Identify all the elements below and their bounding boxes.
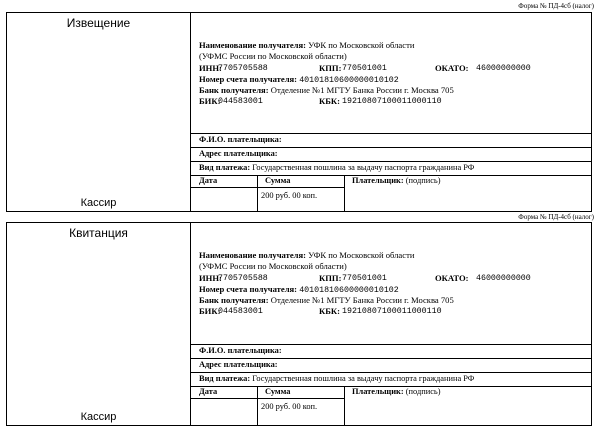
okato-value: 46000000000	[476, 273, 531, 283]
kbk-label: КБК:	[319, 96, 341, 107]
cashier-label: Кассир	[80, 411, 117, 423]
bik-label: БИК:	[199, 96, 221, 107]
receipt-block	[6, 222, 592, 426]
sum-label: Сумма	[265, 387, 291, 396]
receipt-details	[191, 223, 591, 425]
account-value: 40101810600000010102	[299, 75, 399, 85]
inn-label: ИНН:	[199, 272, 222, 283]
bank-label: Банк получателя:	[199, 85, 269, 96]
kpp-label: КПП:	[319, 272, 342, 283]
bik-value: 044583001	[218, 307, 263, 317]
date-label: Дата	[199, 387, 218, 396]
payer-label: Плательщик:	[352, 176, 404, 185]
inn-value: 7705705588	[218, 63, 268, 73]
payment-grid	[191, 386, 591, 425]
receipt-left-column	[7, 223, 191, 425]
account-value: 40101810600000010102	[299, 285, 399, 295]
kpp-value: 770501001	[342, 63, 387, 73]
kpp-value: 770501001	[342, 273, 387, 283]
receipt-title: Квитанция	[69, 226, 128, 240]
kpp-label: КПП:	[319, 62, 342, 73]
okato-label: ОКАТО:	[435, 272, 469, 283]
payment-type-value: Государственная пошлина за выдачу паспорта гражданина РФ	[252, 163, 475, 172]
form-note: Форма № ПД-4сб (налог)	[518, 213, 594, 221]
kbk-value: 19210807100011000110	[342, 97, 442, 107]
payer-label: Плательщик:	[352, 387, 404, 396]
inn-label: ИНН:	[199, 62, 222, 73]
bank-value: Отделение №1 МГТУ Банка России г. Москва 705	[270, 85, 454, 96]
notice-left-column	[7, 13, 191, 211]
recipient-value-2: (УФМС России по Московской области)	[199, 51, 347, 62]
payer-address-row	[191, 147, 591, 159]
sum-value: 200 руб. 00 коп.	[261, 402, 318, 411]
recipient-label: Наименование получателя:	[199, 40, 306, 50]
payment-type-label: Вид платежа:	[199, 374, 251, 383]
payment-grid	[191, 175, 591, 211]
bik-label: БИК:	[199, 306, 221, 317]
recipient-value: УФК по Московской области	[308, 250, 415, 260]
payer-fio-label: Ф.И.О. плательщика:	[199, 135, 282, 144]
bank-value: Отделение №1 МГТУ Банка России г. Москва 705	[270, 295, 454, 306]
notice-details	[191, 13, 591, 211]
sum-value: 200 руб. 00 коп.	[261, 191, 318, 200]
payer-fio-label: Ф.И.О. плательщика:	[199, 346, 282, 355]
payment-type-value: Государственная пошлина за выдачу паспорта гражданина РФ	[252, 374, 475, 383]
signature-label: (подпись)	[405, 176, 441, 185]
payment-type-label: Вид платежа:	[199, 163, 251, 172]
kbk-label: КБК:	[319, 306, 341, 317]
kbk-value: 19210807100011000110	[342, 307, 442, 317]
payment-type-row	[191, 161, 591, 173]
notice-title: Извещение	[66, 16, 131, 30]
account-label: Номер счета получателя:	[199, 283, 298, 294]
payer-fio-row	[191, 133, 591, 145]
signature-label: (подпись)	[405, 387, 441, 396]
account-label: Номер счета получателя:	[199, 73, 298, 84]
cashier-label: Кассир	[80, 197, 117, 209]
payer-fio-row	[191, 344, 591, 356]
recipient-value-2: (УФМС России по Московской области)	[199, 261, 347, 272]
date-label: Дата	[199, 176, 218, 185]
payer-address-row	[191, 358, 591, 370]
bank-label: Банк получателя:	[199, 295, 269, 306]
recipient-label: Наименование получателя:	[199, 250, 306, 260]
bik-value: 044583001	[218, 97, 263, 107]
notice-block	[6, 12, 592, 212]
inn-value: 7705705588	[218, 273, 268, 283]
payer-address-label: Адрес плательщика:	[199, 149, 278, 158]
sum-label: Сумма	[265, 176, 291, 185]
payer-address-label: Адрес плательщика:	[199, 360, 278, 369]
recipient-value: УФК по Московской области	[308, 40, 415, 50]
okato-value: 46000000000	[476, 63, 531, 73]
form-note: Форма № ПД-4сб (налог)	[518, 2, 594, 10]
okato-label: ОКАТО:	[435, 62, 469, 73]
payment-type-row	[191, 372, 591, 384]
